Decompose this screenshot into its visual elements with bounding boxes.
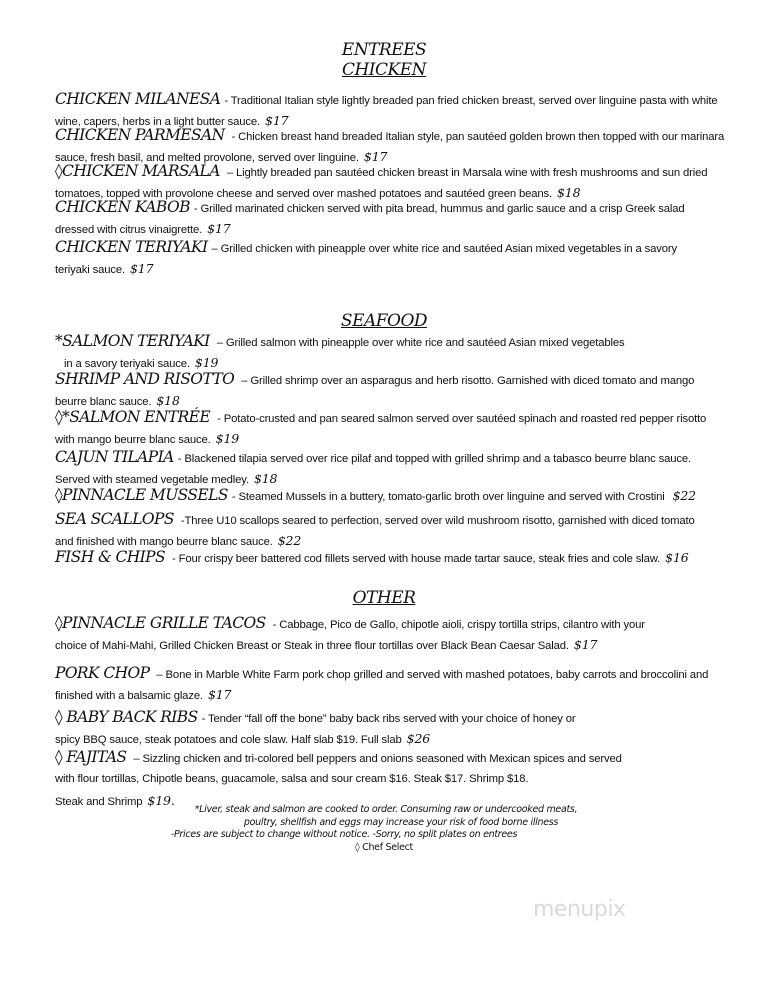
menu-item-name: SHRIMP AND RISOTTO: [55, 370, 235, 388]
menu-title: ENTREES: [341, 40, 427, 60]
menu-item-description: - Four crispy beer battered cod fillets served with house made tartar sauce, steak fries and cole slaw.: [169, 553, 661, 565]
menu-item-description: with mango beurre blanc sauce.: [55, 434, 211, 446]
menu-item-description: sauce, fresh basil, and melted provolone, served over linguine.: [55, 152, 359, 164]
menu-item-description: and finished with mango beurre blanc sauce.: [55, 536, 273, 548]
menu-item-description: finished with a balsamic glaze.: [55, 690, 203, 702]
menu-item-line: [55, 662, 708, 684]
menu-item-name: ◊ BABY BACK RIBS: [55, 708, 198, 726]
menu-item-description: spicy BBQ sauce, steak potatoes and cole slaw. Half slab $19. Full slab: [55, 734, 402, 746]
menu-item-description: Served with steamed vegetable medley.: [55, 474, 249, 486]
menu-item-description: – Lightly breaded pan sautéed chicken breast in Marsala wine with fresh mushrooms and sun dried: [223, 167, 708, 179]
menu-item: [55, 484, 696, 506]
menu-item-line: [55, 768, 622, 790]
menu-item-line: [55, 330, 625, 352]
menu-item-price: $17: [363, 149, 388, 164]
menu-item-line: [55, 508, 695, 530]
menu-item-price: $18: [556, 185, 581, 200]
menu-item-description: - Grilled marinated chicken served with pita bread, hummus and garlic sauce and a crisp Greek salad: [193, 203, 685, 215]
menu-item-description: beurre blanc sauce.: [55, 396, 152, 408]
menu-item-description: tomatoes, topped with provolone cheese and served over mashed potatoes and sautéed green beans.: [55, 188, 552, 200]
menu-item-line: [55, 124, 724, 146]
menu-item-price: $18: [253, 471, 278, 486]
menu-item: [55, 236, 677, 280]
menu-item-price: $17: [207, 687, 232, 702]
menu-item-description: dressed with citrus vinaigrette.: [55, 224, 203, 236]
menu-item-description: - Steamed Mussels in a buttery, tomato-garlic broth over linguine and served with Crostini: [231, 491, 668, 503]
menu-item: [55, 546, 689, 568]
menu-item-description: – Sizzling chicken and tri-colored bell peppers and onions seasoned with Mexican spices and served: [130, 753, 622, 765]
menu-item-description: Steak and Shrimp: [55, 796, 143, 808]
menu-item-line: [55, 236, 677, 258]
menu-item-price: $17: [265, 113, 289, 128]
menu-item-description: in a savory teriyaki sauce.: [64, 358, 190, 370]
menu-item-description: -Three U10 scallops seared to perfection, served over wild mushroom risotto, garnished with diced tomato: [177, 515, 695, 527]
menu-item-description: - Tender “fall off the bone” baby back ribs served with your choice of honey or: [201, 713, 576, 725]
menu-item-line: [55, 88, 718, 110]
menu-item-price: $19.: [147, 793, 175, 808]
footnotes: [0, 804, 768, 854]
menu-item-line: [55, 706, 576, 728]
section-heading-chicken: CHICKEN: [341, 60, 427, 80]
menu-item-price: $19: [215, 431, 240, 446]
menu-item-description: - Blackened tilapia served over rice pilaf and topped with grilled shrimp and a tabasco beurre blanc sauce.: [177, 453, 692, 465]
menu-item-name: SEA SCALLOPS: [55, 510, 174, 528]
menu-item-description: – Grilled salmon with pineapple over white rice and sautéed Asian mixed vegetables: [213, 337, 625, 349]
menu-item-name: ◊PINNACLE MUSSELS: [55, 486, 228, 504]
menu-item-description: with flour tortillas, Chipotle beans, guacamole, salsa and sour cream $16. Steak $17. Shrimp $18.: [55, 773, 529, 785]
menu-item-description: wine, capers, herbs in a light butter sauce.: [55, 116, 261, 128]
menu-item-line: [55, 634, 645, 656]
menu-item-description: – Grilled chicken with pineapple over white rice and sautéed Asian mixed vegetables in a savory: [211, 243, 678, 255]
menu-item-line: [55, 484, 696, 506]
menu-item-price: $17: [573, 637, 598, 652]
menu-item-line: [55, 368, 694, 390]
menu-item-name: PORK CHOP: [55, 664, 150, 682]
menu-item-line: [55, 446, 691, 468]
menu-item-description: - Cabbage, Pico de Gallo, chipotle aioli, crispy tortilla strips, cilantro with your: [269, 619, 645, 631]
menu-item: [55, 662, 708, 706]
menu-item-name: ◊PINNACLE GRILLE TACOS: [55, 614, 266, 632]
menu-item-price: $17: [129, 261, 154, 276]
menu-item: [55, 612, 645, 656]
menu-item-name: CHICKEN TERIYAKI: [55, 238, 208, 256]
menu-item-name: *SALMON TERIYAKI: [55, 332, 210, 350]
footnote-illness: poultry, shellfish and eggs may increase your risk of food borne illness: [243, 816, 559, 828]
menu-item-description: – Grilled shrimp over an asparagus and herb risotto. Garnished with diced tomato and mango: [238, 375, 695, 387]
menu-item-line: [55, 406, 706, 428]
menu-item-description: - Potato-crusted and pan seared salmon served over sautéed spinach and roasted red pepper risotto: [214, 413, 707, 425]
menu-item-line: [55, 196, 685, 218]
menu-item-price: $18: [156, 393, 180, 408]
footnote-chef-select: ◊ Chef Select: [355, 841, 413, 853]
menu-item-name: CAJUN TILAPIA: [55, 448, 174, 466]
menu-item-description: – Bone in Marble White Farm pork chop grilled and served with mashed potatoes, baby carrots and broccolini and: [153, 669, 709, 681]
menu-item-price: $16: [665, 550, 689, 565]
menu-item: [55, 196, 685, 240]
menu-item-description: choice of Mahi-Mahi, Grilled Chicken Breast or Steak in three flour tortillas over Black Bean Caesar Salad.: [55, 640, 569, 652]
menu-item-name: ◊*SALMON ENTRÉE: [55, 408, 211, 426]
menu-item-name: CHICKEN PARMESAN: [55, 126, 225, 144]
menu-item-price: $26: [406, 731, 431, 746]
menu-item: [55, 746, 622, 812]
menu-item-name: FISH & CHIPS: [55, 548, 166, 566]
section-heading-seafood: SEAFOOD: [340, 311, 428, 331]
menu-item-name: ◊CHICKEN MARSALA: [55, 162, 220, 180]
menu-item-line: [55, 160, 707, 182]
menu-item-price: $19: [194, 355, 219, 370]
menu-item-price: $17: [207, 221, 231, 236]
menu-item-name: ◊ FAJITAS: [55, 748, 127, 766]
footnote-prices: -Prices are subject to change without notice. -Sorry, no split plates on entrees: [170, 829, 518, 840]
menu-item-line: [55, 258, 677, 280]
section-heading-other: OTHER: [352, 588, 416, 608]
menu-item-line: [55, 546, 689, 568]
menu-item-name: CHICKEN MILANESA: [55, 90, 221, 108]
menu-item-line: [55, 684, 708, 706]
menu-item-name: CHICKEN KABOB: [55, 198, 190, 216]
menu-item-price: $22: [277, 533, 302, 548]
menu-item-description: - Traditional Italian style lightly breaded pan fried chicken breast, served over linguine pasta with white: [224, 95, 718, 107]
menu-item: [55, 706, 576, 750]
menu-item: [55, 406, 706, 450]
menu-item-price: $22: [672, 488, 696, 503]
footnote-raw-warning: *Liver, steak and salmon are cooked to order. Consuming raw or undercooked meats,: [194, 804, 578, 815]
menu-item-description: - Chicken breast hand breaded Italian style, pan sautéed golden brown then topped with our marinara: [228, 131, 725, 143]
watermark-logo: menupix: [533, 897, 626, 922]
menu-item-line: [55, 746, 622, 768]
menu-item-line: [55, 612, 645, 634]
menu-item-description: teriyaki sauce.: [55, 264, 125, 276]
